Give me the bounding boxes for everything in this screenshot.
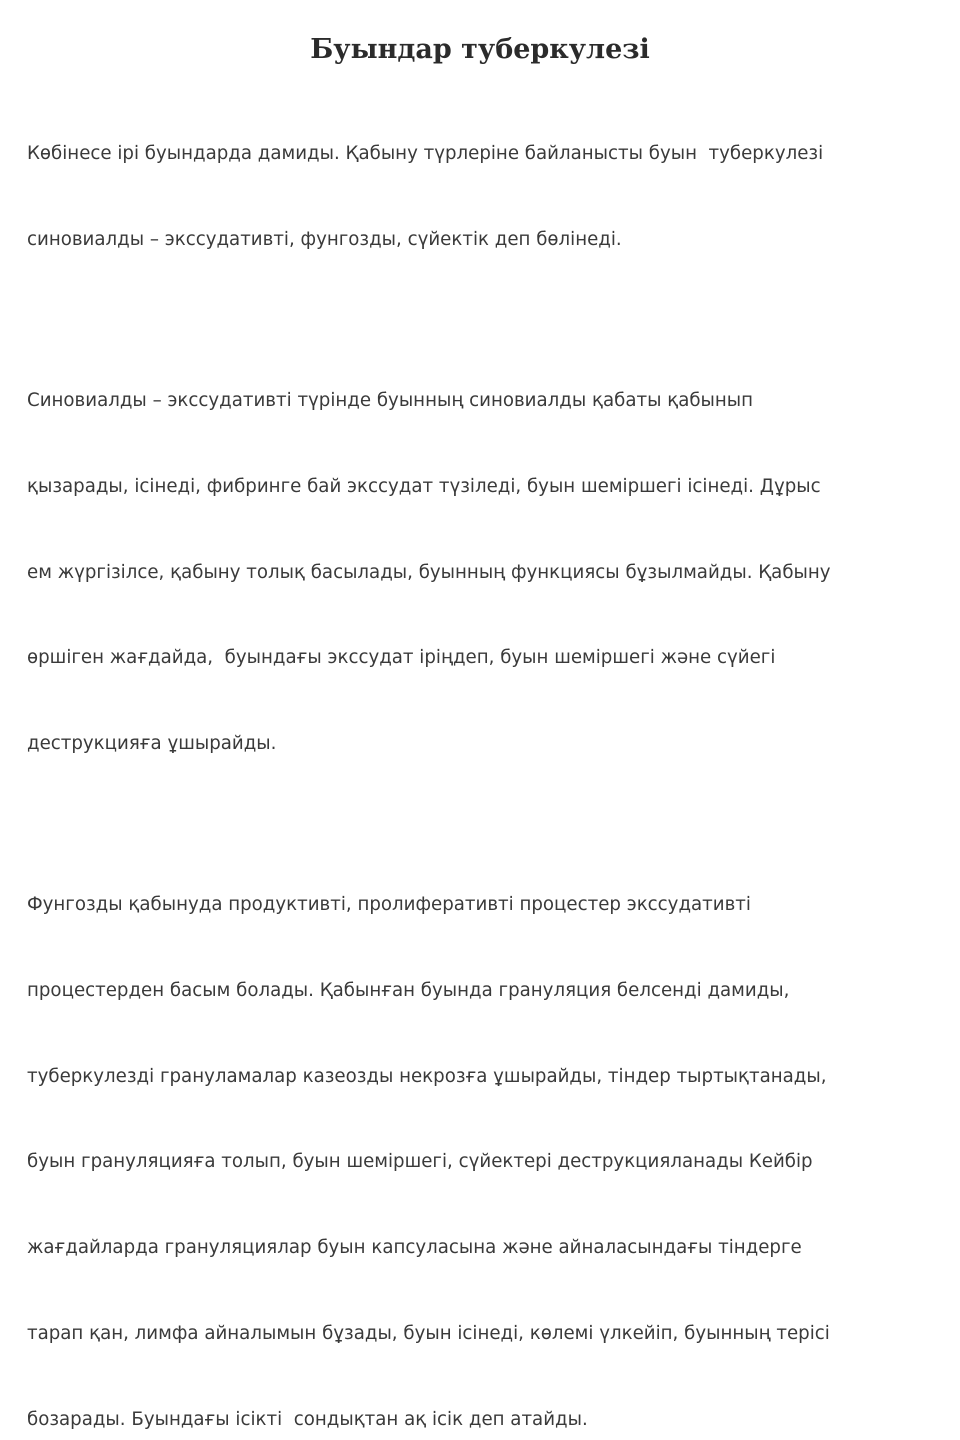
slide-title: Буындар туберкулезі	[310, 34, 650, 65]
paragraph-line: ем жүргізілсе, қабыну толық басылады, буынның функциясы бұзылмайды. Қабыну	[27, 561, 831, 583]
paragraph-line: өршіген жағдайда, буындағы экссудат іріңдеп, буын шеміршегі және сүйегі	[27, 647, 776, 669]
slide-body	[27, 83, 932, 1440]
paragraph-line: қызарады, ісінеді, фибрингe бай экссудат түзіледі, буын шеміршегі ісінеді. Дұрыс	[27, 475, 821, 497]
paragraph-line: жағдайларда грануляциялар буын капсуласына және айналасындағы тіндерге	[27, 1237, 802, 1259]
paragraph-line: Көбінесе ірі буындарда дамиды. Қабыну түрлеріне байланысты буын туберкулезі	[27, 143, 824, 165]
paragraph-synovial	[27, 330, 932, 816]
paragraph-line: синовиалды – экссудативті, фунгозды, сүйектік деп бөлінеді.	[27, 228, 622, 250]
paragraph-intro	[27, 83, 932, 312]
paragraph-line: туберкулезді грануламалар казеозды некрозға ұшырайды, тіндер тыртықтанады,	[27, 1065, 827, 1087]
paragraph-line: Фунгозды қабынуда продуктивті, пролиферативті процестер экссудативті	[27, 894, 751, 916]
paragraph-line: процестерден басым болады. Қабынған буында грануляция белсенді дамиды,	[27, 979, 790, 1001]
paragraph-line: Синовиалды – экссудативті түрінде буынның синовиалды қабаты қабынып	[27, 389, 754, 411]
paragraph-fungoid	[27, 834, 932, 1440]
paragraph-line: бозарады. Буындағы ісікті сондықтан ақ ісік деп атайды.	[27, 1408, 588, 1430]
paragraph-line: тарап қан, лимфа айналымын бұзады, буын ісінеді, көлемі үлкейіп, буынның терісі	[27, 1322, 830, 1344]
paragraph-line: буын грануляцияға толып, буын шеміршегі, сүйектері деструкцияланады Кейбір	[27, 1151, 813, 1173]
paragraph-line: деструкцияға ұшырайды.	[27, 733, 277, 755]
